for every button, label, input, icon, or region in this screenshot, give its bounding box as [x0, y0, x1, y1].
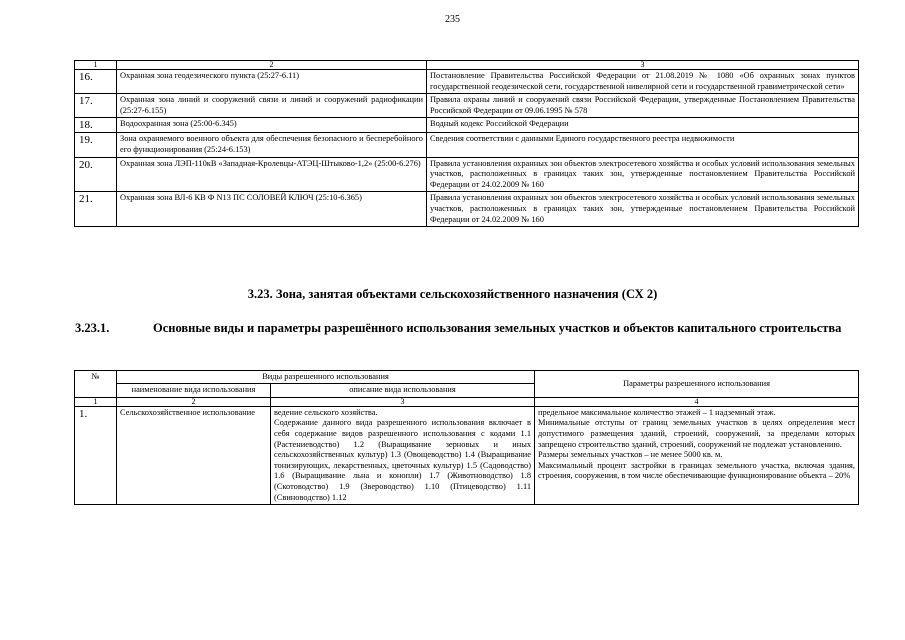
column-number: 1: [75, 61, 117, 70]
header-number: №: [75, 371, 117, 398]
legal-basis: Постановление Правительства Российской Федерации от 21.08.2019 № 1080 «Об охранных зонах пунктов государственной геодезической сети, государственной нивелирной сети и государственной гравиметрической сети»: [427, 70, 859, 94]
zone-name: Охранная зона геодезического пункта (25:27-6.11): [117, 70, 427, 94]
column-number: 2: [117, 61, 427, 70]
column-number: 3: [427, 61, 859, 70]
column-number: 1: [75, 397, 117, 406]
row-number: 21.: [75, 192, 117, 227]
parameter-line: предельное максимальное количество этажей – 1 надземный этаж.: [538, 407, 776, 417]
zone-name: Охранная зона ВЛ-6 КВ Ф N13 ПС СОЛОВЕЙ КЛЮЧ (25:10-6.365): [117, 192, 427, 227]
parameter-line: Минимальные отступы от границ земельных участков в целях определения мест допустимого размещения зданий, строений, сооружений, за пределами которых запрещено строительство зданий, строений, сооружений не подлежат установлению.: [538, 418, 856, 449]
description-line: ведение сельского хозяйства.: [274, 407, 378, 417]
row-number: 19.: [75, 133, 117, 157]
subsection-heading: [75, 320, 865, 336]
parameter-line: Максимальный процент застройки в границах земельного участка, включая здания, строения, сооружения, в том числе обеспечивающие функционирование объекта – 20%: [538, 460, 856, 481]
row-number: 20.: [75, 157, 117, 192]
subsection-number: 3.23.1.: [75, 321, 110, 335]
header-use-types: Виды разрешенного использования: [117, 371, 535, 384]
zone-name: Зона охраняемого военного объекта для обеспечения безопасного и бесперебойного его функционирования (25:24-6.153): [117, 133, 427, 157]
table-column-numbers: [75, 397, 859, 406]
row-number: 16.: [75, 70, 117, 94]
header-use-description: описание вида использования: [271, 384, 535, 397]
table-row: [75, 406, 859, 504]
column-number: 2: [117, 397, 271, 406]
header-use-name: наименование вида использования: [117, 384, 271, 397]
table-column-numbers: [75, 61, 859, 70]
row-number: 17.: [75, 94, 117, 118]
zone-name: Охранная зона ЛЭП-110кВ «Западная-Кролевцы-АТЭЦ-Штыково-1,2» (25:00-6.276): [117, 157, 427, 192]
legal-basis: Правила охраны линий и сооружений связи Российской Федерации, утвержденные Постановлением Правительства Российской Федерации от 09.06.1995 № 578: [427, 94, 859, 118]
table-row: [75, 157, 859, 192]
section-title: 3.23. Зона, занятая объектами сельскохозяйственного назначения (СХ 2): [247, 287, 658, 301]
legal-basis: Правила установления охранных зон объектов электросетевого хозяйства и особых условий использования земельных участков, расположенных в границах таких зон, утвержденные постановлением Правительства Российской Федерации от 24.02.2009 № 160: [427, 157, 859, 192]
encumbrance-table: [74, 60, 859, 227]
table-row: [75, 133, 859, 157]
page-number: 235: [445, 14, 460, 25]
use-parameters: [535, 406, 859, 504]
permitted-use-table: [74, 370, 859, 505]
column-number: 3: [271, 397, 535, 406]
header-parameters: Параметры разрешенного использования: [535, 371, 859, 398]
table-row: [75, 70, 859, 94]
row-number: 18.: [75, 118, 117, 133]
zone-name: Водоохранная зона (25:00-6.345): [117, 118, 427, 133]
parameter-line: Размеры земельных участков – не менее 5000 кв. м.: [538, 450, 723, 460]
use-name: Сельскохозяйственное использование: [117, 406, 271, 504]
legal-basis: Водный кодекс Российской Федерации: [427, 118, 859, 133]
legal-basis: Сведения соответствии с данными Единого государственного реестра недвижимости: [427, 133, 859, 157]
table-row: [75, 94, 859, 118]
use-description: [271, 406, 535, 504]
zone-name: Охранная зона линий и сооружений связи и линий и сооружений радиофикации (25:27-6.155): [117, 94, 427, 118]
subsection-title: Основные виды и параметры разрешённого использования земельных участков и объектов капитального строительства: [153, 321, 842, 335]
legal-basis: Правила установления охранных зон объектов электросетевого хозяйства и особых условий использования земельных участков, расположенных в границах таких зон, утвержденные постановлением Правительства Российской Федерации от 24.02.2009 № 160: [427, 192, 859, 227]
table-row: [75, 118, 859, 133]
table-header-row: [75, 371, 859, 384]
row-number: 1.: [75, 406, 117, 504]
description-line: Содержание данного вида разрешенного использования включает в себя содержание видов разрешенного использования с кодами 1.1 (Растениеводство) 1.2 (Выращивание зерновых и иных сельскохозяйственных культур) 1.3 (Овощеводство) 1.4 (Выращивание тонизирующих, лекарственных, цветочных культур) 1.5 (Садоводство) 1.6 (Выращивание льна и конопли) 1.7 (Животноводство) 1.8 (Скотоводство) 1.9 (Звероводство) 1.10 (Птицеводство) 1.11 (Свиноводство) 1.12: [274, 418, 532, 502]
column-number: 4: [535, 397, 859, 406]
table-row: [75, 192, 859, 227]
